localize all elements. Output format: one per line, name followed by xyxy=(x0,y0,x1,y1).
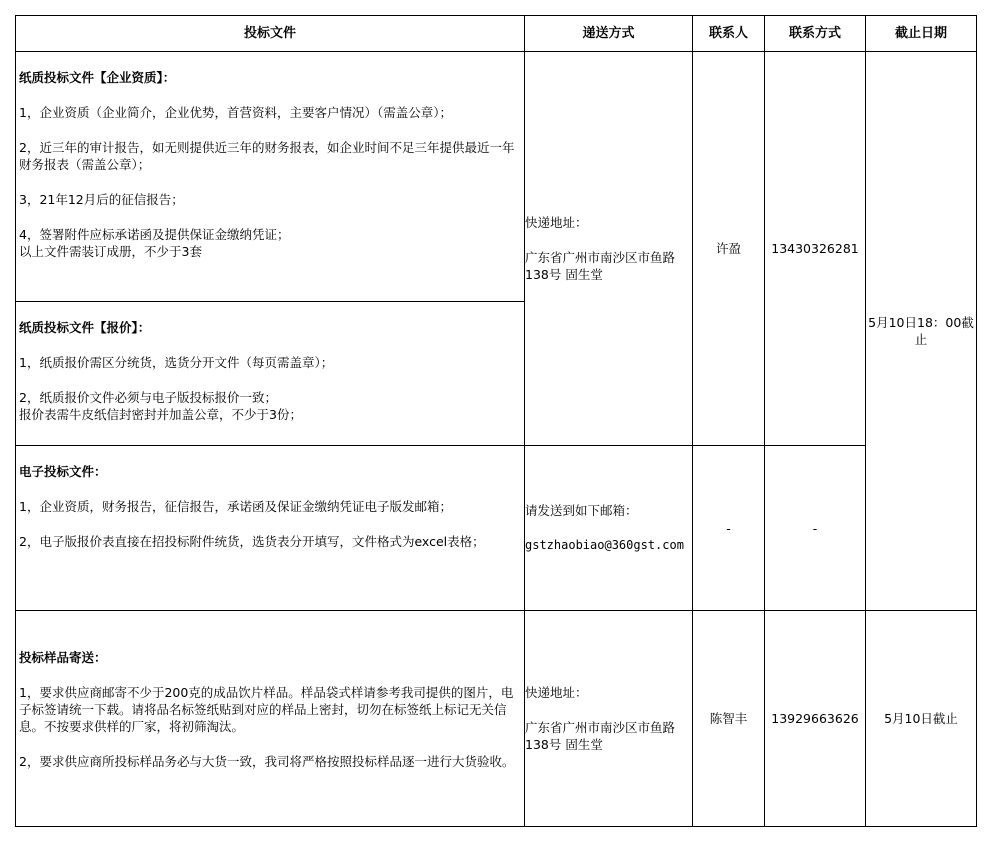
header-row xyxy=(16,16,977,52)
qualification-note: 以上文件需装订成册，不少于3套 xyxy=(19,244,202,259)
samples-contact-person: 陈智丰 xyxy=(693,611,765,827)
express-address: 广东省广州市南沙区市鱼路138号 固生堂 xyxy=(525,250,676,282)
table-row xyxy=(16,611,977,827)
qualification-item-1: 1，企业资质（企业简介，企业优势，首营资料，主要客户情况）（需盖公章）； xyxy=(19,105,452,120)
header-contact: 联系方式 xyxy=(765,16,866,52)
email-label: 请发送到如下邮箱： xyxy=(525,503,638,518)
documents-deadline: 5月10日18：00截止 xyxy=(866,52,977,611)
samples-cell xyxy=(16,611,525,827)
samples-item-2: 2，要求供应商所投标样品务必与大货一致，我司将严格按照投标样品逐一进行大货验收。 xyxy=(19,754,515,769)
samples-express-label: 快递地址： xyxy=(525,685,588,700)
email-address[interactable]: gstzhaobiao@360gst.com xyxy=(525,538,684,552)
qualification-item-2: 2，近三年的审计报告，如无则提供近三年的财务报表，如企业时间不足三年提供最近一年财务报表（需盖公章）； xyxy=(19,140,515,172)
header-documents: 投标文件 xyxy=(16,16,525,52)
samples-express-address: 广东省广州市南沙区市鱼路138号 固生堂 xyxy=(525,720,676,752)
samples-contact-phone: 13929663626 xyxy=(765,611,866,827)
bid-requirements-table xyxy=(15,15,977,827)
samples-title: 投标样品寄送： xyxy=(19,650,107,665)
qualification-item-3: 3，21年12月后的征信报告； xyxy=(19,192,184,207)
table-row xyxy=(16,52,977,302)
electronic-title: 电子投标文件： xyxy=(19,464,107,479)
paper-contact-person: 许盈 xyxy=(693,52,765,446)
header-deadline: 截止日期 xyxy=(866,16,977,52)
qualification-cell xyxy=(16,52,525,302)
samples-item-1: 1，要求供应商邮寄不少于200克的成品饮片样品。样品袋式样请参考我司提供的图片，电子标签请统一下载。请将品名标签纸贴到对应的样品上密封，切勿在标签纸上标记无关信息。不按要求供样的厂家，将初筛淘汰。 xyxy=(19,685,514,734)
quote-title: 纸质投标文件【报价】： xyxy=(19,320,151,335)
paper-contact-phone: 13430326281 xyxy=(765,52,866,446)
quote-item-2: 2，纸质报价文件必须与电子版投标报价一致； xyxy=(19,390,277,405)
electronic-contact-person: - xyxy=(693,446,765,611)
electronic-cell xyxy=(16,446,525,611)
table-row xyxy=(16,446,977,611)
quote-note: 报价表需牛皮纸信封密封并加盖公章，不少于3份； xyxy=(19,407,302,422)
header-contact-person: 联系人 xyxy=(693,16,765,52)
electronic-item-2: 2，电子版报价表直接在招投标附件统货，选货表分开填写，文件格式为excel表格； xyxy=(19,534,485,549)
electronic-item-1: 1，企业资质，财务报告，征信报告，承诺函及保证金缴纳凭证电子版发邮箱； xyxy=(19,499,452,514)
qualification-item-4: 4，签署附件应标承诺函及提供保证金缴纳凭证； xyxy=(19,227,290,242)
express-delivery-cell xyxy=(525,52,693,446)
express-label: 快递地址： xyxy=(525,215,588,230)
electronic-contact-phone: - xyxy=(765,446,866,611)
quote-cell xyxy=(16,302,525,446)
samples-delivery-cell xyxy=(525,611,693,827)
qualification-title: 纸质投标文件【企业资质】： xyxy=(19,70,176,85)
samples-deadline: 5月10日截止 xyxy=(866,611,977,827)
quote-item-1: 1，纸质报价需区分统货，选货分开文件（每页需盖章）； xyxy=(19,355,334,370)
email-delivery-cell xyxy=(525,446,693,611)
header-delivery: 递送方式 xyxy=(525,16,693,52)
